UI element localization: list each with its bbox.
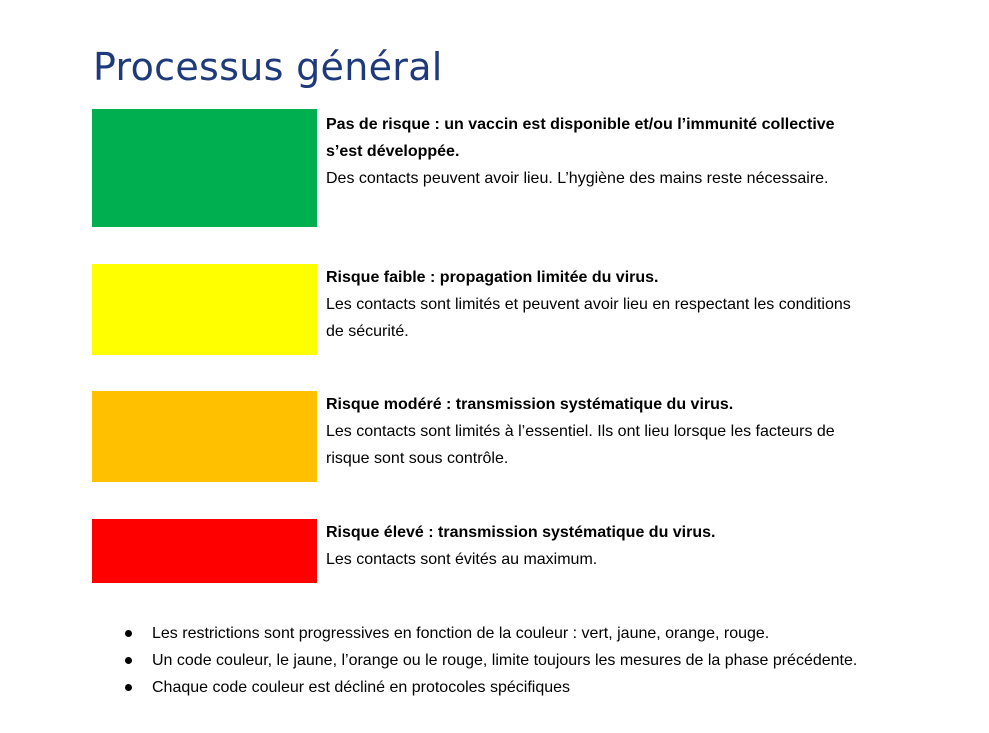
risk-level-heading: Risque élevé : transmission systématique du virus. bbox=[326, 524, 716, 541]
list-item: Un code couleur, le jaune, l’orange ou le rouge, limite toujours les mesures de la phase précédente. bbox=[120, 647, 880, 674]
risk-level-description: Les contacts sont évités au maximum. bbox=[326, 551, 598, 568]
risk-level-heading: Risque modéré : transmission systématique du virus. bbox=[326, 396, 734, 413]
risk-level-text bbox=[326, 264, 856, 345]
risk-level-description: Les contacts sont limités à l’essentiel. Ils ont lieu lorsque les facteurs de risque sont sous contrôle. bbox=[326, 423, 835, 467]
risk-level-heading: Pas de risque : un vaccin est disponible et/ou l’immunité collective s’est développée. bbox=[326, 116, 835, 160]
risk-level-text bbox=[326, 111, 856, 192]
risk-level-description: Des contacts peuvent avoir lieu. L’hygiène des mains reste nécessaire. bbox=[326, 170, 829, 187]
color-swatch-red bbox=[92, 519, 317, 583]
risk-level-description: Les contacts sont limités et peuvent avoir lieu en respectant les conditions de sécurité. bbox=[326, 296, 851, 340]
page-title: Processus général bbox=[93, 45, 443, 90]
list-item: Les restrictions sont progressives en fonction de la couleur : vert, jaune, orange, rouge. bbox=[120, 620, 880, 647]
color-swatch-orange bbox=[92, 391, 317, 482]
risk-level-text bbox=[326, 391, 856, 472]
color-swatch-green bbox=[92, 109, 317, 227]
rules-list bbox=[120, 620, 880, 701]
list-item: Chaque code couleur est décliné en protocoles spécifiques bbox=[120, 674, 880, 701]
color-swatch-yellow bbox=[92, 264, 317, 355]
risk-level-text bbox=[326, 519, 856, 573]
risk-level-heading: Risque faible : propagation limitée du virus. bbox=[326, 269, 659, 286]
